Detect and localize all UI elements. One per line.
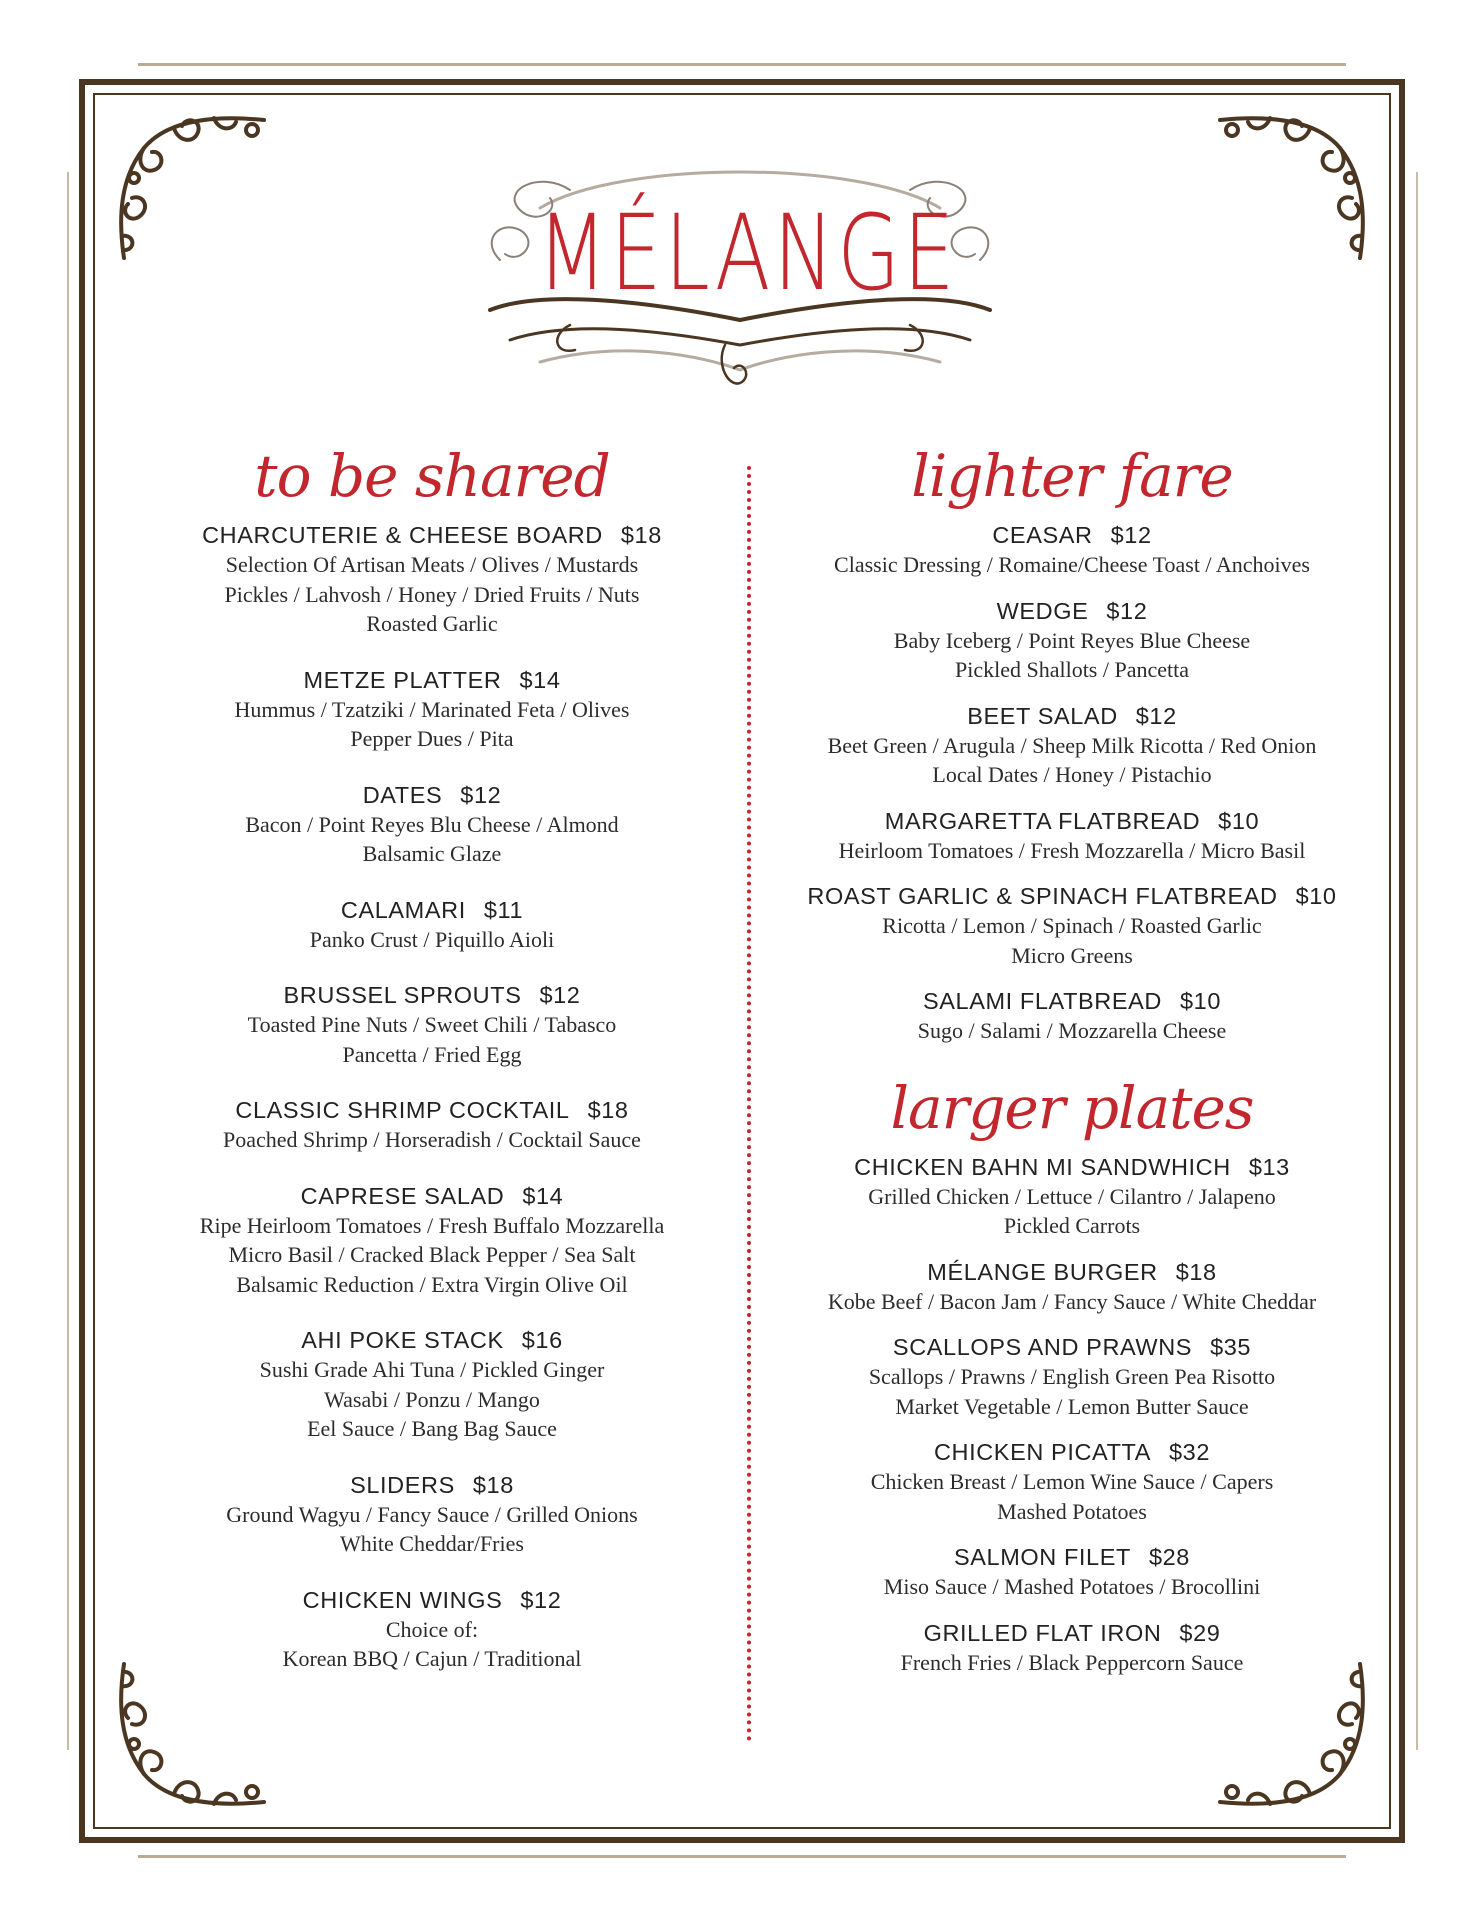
item-price: $18 [472, 1471, 514, 1498]
menu-item [780, 520, 1364, 580]
item-description: Grilled Chicken / Lettuce / Cilantro / Jalapeno [868, 1183, 1276, 1209]
item-description: Pickles / Lahvosh / Honey / Dried Fruits / Nuts [224, 581, 640, 607]
item-name: BEET SALAD [967, 702, 1118, 729]
item-price: $32 [1169, 1439, 1211, 1465]
menu-item [150, 1095, 714, 1155]
menu-item [150, 895, 714, 955]
flourish-icon [114, 108, 274, 268]
item-name: CLASSIC SHRIMP COCKTAIL [235, 1097, 570, 1123]
item-name: CHICKEN WINGS [302, 1586, 503, 1613]
menu-item [150, 1325, 714, 1444]
item-description: White Cheddar/Fries [340, 1531, 524, 1556]
item-description: Ripe Heirloom Tomatoes / Fresh Buffalo Mozzarella [199, 1212, 665, 1238]
menu-item [150, 1181, 714, 1300]
item-price: $12 [1135, 702, 1177, 729]
item-description: Toasted Pine Nuts / Sweet Chili / Tabasco [247, 1012, 617, 1037]
top-rule [138, 63, 1346, 66]
item-price: $12 [460, 781, 502, 808]
item-price: $12 [1106, 597, 1148, 624]
item-price: $14 [519, 666, 561, 693]
item-description: Mashed Potatoes [997, 1498, 1147, 1524]
item-name: AHI POKE STACK [301, 1327, 504, 1353]
item-name: SCALLOPS AND PRAWNS [892, 1334, 1193, 1360]
item-price: $35 [1210, 1334, 1252, 1360]
menu-item [150, 520, 714, 639]
item-name: GRILLED FLAT IRON [923, 1619, 1162, 1646]
menu-item [150, 665, 714, 754]
bottom-rule [138, 1855, 1346, 1858]
right-side-line [1416, 172, 1418, 1750]
item-price: $18 [587, 1097, 629, 1123]
item-name: CALAMARI [340, 896, 466, 923]
item-price: $18 [1175, 1258, 1217, 1285]
item-description: Scallops / Prawns / English Green Pea Risotto [868, 1364, 1276, 1389]
item-price: $12 [1110, 522, 1152, 548]
item-price: $29 [1179, 1619, 1221, 1646]
menu-item [150, 780, 714, 869]
item-description: Miso Sauce / Mashed Potatoes / Brocollini [883, 1574, 1261, 1599]
item-price: $10 [1218, 807, 1260, 834]
item-description: Hummus / Tzatziki / Marinated Feta / Olives [234, 696, 630, 722]
item-description: Panko Crust / Piquillo Aioli [309, 926, 555, 952]
item-description: Wasabi / Ponzu / Mango [324, 1386, 540, 1412]
item-description: Classic Dressing / Romaine/Cheese Toast / Anchoives [834, 552, 1310, 577]
item-description: Eel Sauce / Bang Bag Sauce [307, 1416, 557, 1441]
menu-item [780, 1257, 1364, 1317]
item-description: Choice of: [385, 1616, 479, 1642]
item-name: CAPRESE SALAD [300, 1182, 505, 1209]
item-name: DATES [362, 781, 443, 808]
item-name: WEDGE [996, 597, 1089, 624]
item-description: Pickled Carrots [1003, 1213, 1141, 1238]
menu-item [780, 881, 1364, 970]
item-description: Kobe Beef / Bacon Jam / Fancy Sauce / White Cheddar [827, 1288, 1317, 1314]
menu-item [780, 1437, 1364, 1526]
item-description: Bacon / Point Reyes Blu Cheese / Almond [245, 811, 619, 837]
item-name: ROAST GARLIC & SPINACH FLATBREAD [807, 883, 1278, 909]
item-description: Roasted Garlic [366, 611, 498, 636]
menu-item [780, 806, 1364, 866]
item-description: Beet Green / Arugula / Sheep Milk Ricotta / Red Onion [827, 732, 1317, 758]
section-title: larger plates [890, 1073, 1254, 1142]
item-description: Heirloom Tomatoes / Fresh Mozzarella / Micro Basil [838, 837, 1306, 863]
item-description: Micro Greens [1011, 942, 1133, 968]
item-price: $10 [1180, 988, 1222, 1014]
menu-item [780, 701, 1364, 790]
item-name: CHARCUTERIE & CHEESE BOARD [202, 522, 603, 548]
flourish-icon [1210, 1654, 1370, 1814]
item-price: $14 [522, 1182, 564, 1209]
item-description: Pickled Shallots / Pancetta [954, 657, 1190, 682]
left-side-line [67, 172, 69, 1750]
item-name: SALMON FILET [954, 1544, 1131, 1570]
item-name: SLIDERS [350, 1471, 455, 1498]
menu-item [780, 596, 1364, 685]
item-price: $12 [520, 1586, 562, 1613]
item-description: Baby Iceberg / Point Reyes Blue Cheese [893, 627, 1251, 653]
menu-item [150, 1585, 714, 1674]
item-name: METZE PLATTER [303, 666, 502, 693]
section-lighter-fare [780, 440, 1364, 1677]
item-price: $16 [521, 1327, 563, 1353]
menu-item [780, 986, 1364, 1046]
section-title: to be shared [254, 442, 610, 510]
section-title: lighter fare [911, 442, 1233, 510]
item-description: Ricotta / Lemon / Spinach / Roasted Garlic [882, 913, 1262, 938]
item-description: Korean BBQ / Cajun / Traditional [282, 1646, 582, 1671]
item-description: Balsamic Reduction / Extra Virgin Olive Oil [236, 1271, 628, 1297]
menu-item [780, 1332, 1364, 1421]
menu-item [780, 1542, 1364, 1602]
item-description: French Fries / Black Peppercorn Sauce [900, 1649, 1244, 1675]
item-description: Ground Wagyu / Fancy Sauce / Grilled Onions [226, 1501, 638, 1527]
item-price: $12 [539, 982, 581, 1008]
item-description: Micro Basil / Cracked Black Pepper / Sea Salt [228, 1242, 636, 1267]
item-price: $18 [620, 522, 662, 548]
item-name: CEASAR [992, 522, 1093, 548]
item-description: Pepper Dues / Pita [350, 726, 514, 751]
item-description: Balsamic Glaze [362, 841, 502, 866]
item-name: SALAMI FLATBREAD [922, 988, 1162, 1014]
item-price: $10 [1295, 883, 1337, 909]
item-description: Market Vegetable / Lemon Butter Sauce [895, 1393, 1249, 1419]
menu-item [150, 980, 714, 1069]
column-divider [747, 466, 751, 1742]
item-name: MÉLANGE BURGER [927, 1258, 1158, 1285]
restaurant-logo-title: MÉLANGE [537, 192, 958, 314]
menu-item [780, 1618, 1364, 1678]
menu-item [150, 1470, 714, 1559]
item-price: $13 [1248, 1153, 1290, 1180]
menu-item [780, 1152, 1364, 1241]
item-description: Poached Shrimp / Horseradish / Cocktail Sauce [223, 1127, 641, 1152]
item-description: Sushi Grade Ahi Tuna / Pickled Ginger [259, 1357, 605, 1382]
flourish-icon [114, 1654, 274, 1814]
item-name: BRUSSEL SPROUTS [283, 982, 522, 1008]
item-description: Local Dates / Honey / Pistachio [932, 762, 1212, 787]
item-description: Pancetta / Fried Egg [342, 1041, 522, 1067]
item-name: CHICKEN PICATTA [933, 1439, 1152, 1465]
item-price: $11 [483, 896, 524, 923]
item-price: $28 [1148, 1544, 1190, 1570]
item-description: Selection Of Artisan Meats / Olives / Mustards [225, 552, 639, 577]
flourish-icon [1210, 108, 1370, 268]
item-name: MARGARETTA FLATBREAD [884, 807, 1201, 834]
item-description: Chicken Breast / Lemon Wine Sauce / Capers [870, 1469, 1274, 1494]
item-name: CHICKEN BAHN MI SANDWHICH [854, 1153, 1231, 1180]
item-description: Sugo / Salami / Mozzarella Cheese [917, 1018, 1227, 1043]
section-to-be-shared [150, 440, 714, 1674]
